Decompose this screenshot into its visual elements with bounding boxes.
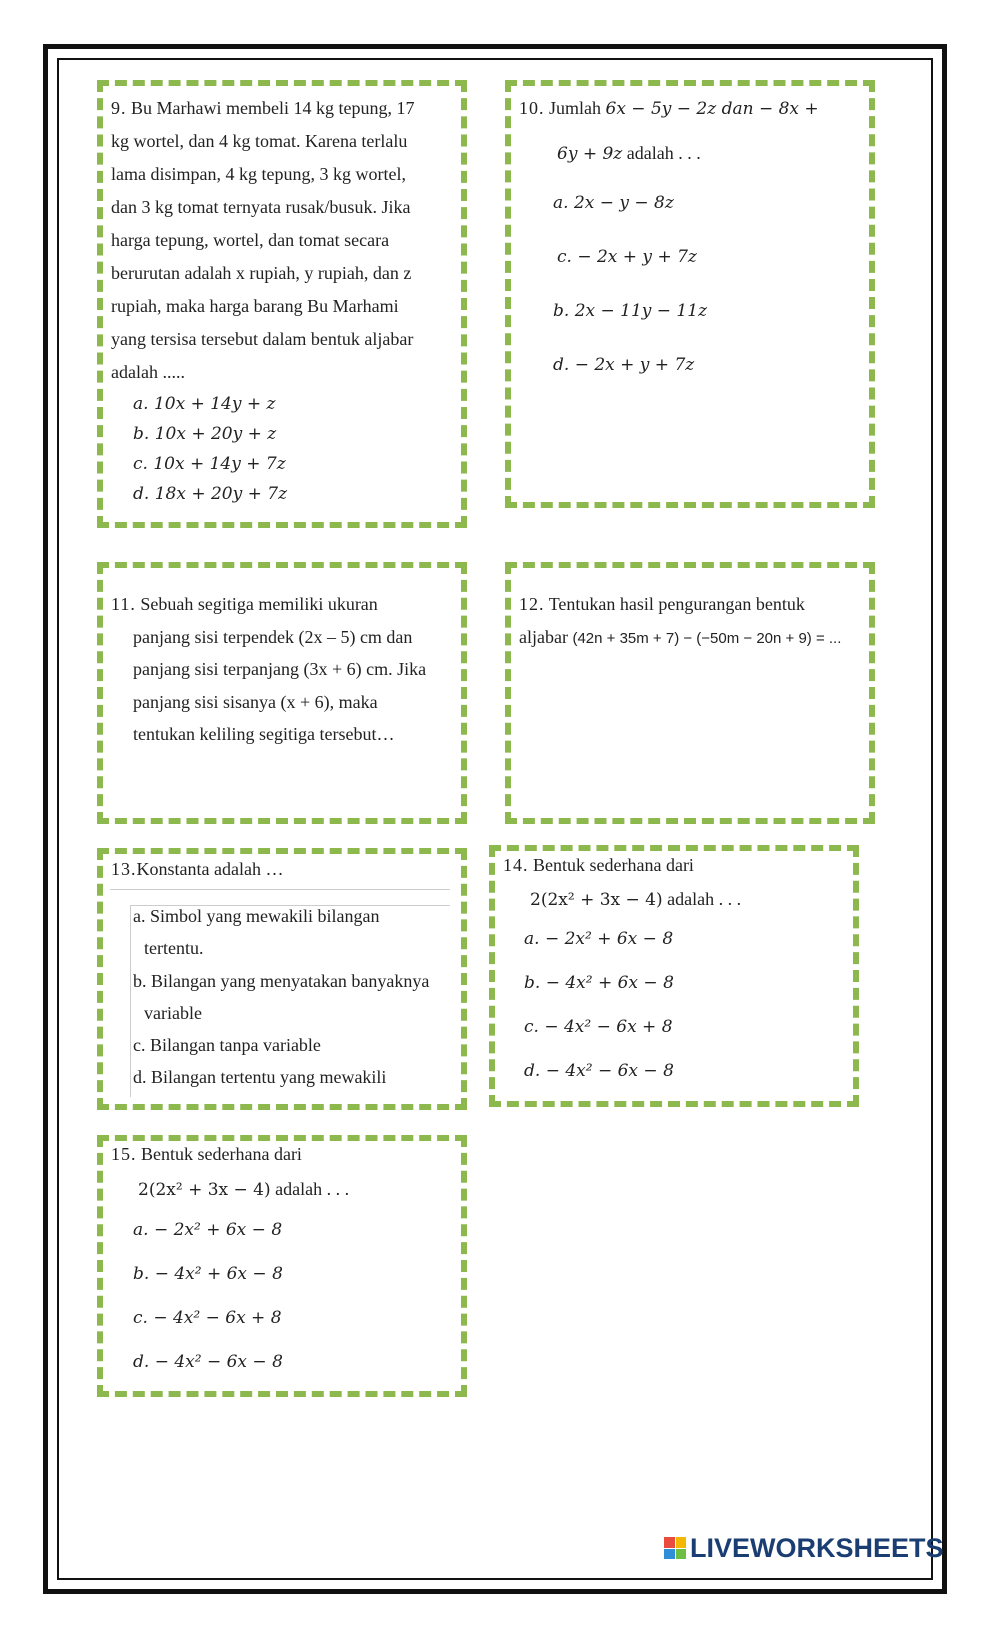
liveworksheets-logo-icon (664, 1537, 686, 1559)
question-14 (503, 848, 848, 1093)
question-15-text: adalah . . . (270, 1179, 350, 1199)
question-14-number: 14. (503, 855, 529, 875)
question-15 (111, 1137, 456, 1384)
question-9 (111, 92, 451, 509)
question-10-number: 10. (519, 98, 545, 118)
question-9-option-d[interactable]: d. 18x + 20y + 7z (133, 484, 288, 504)
question-13-option-a[interactable]: a. Simbol yang mewakili bilangan (133, 906, 380, 926)
question-11-line: Sebuah segitiga memiliki ukuran (140, 594, 378, 614)
question-12 (519, 588, 864, 655)
question-9-line: adalah ..... (111, 362, 185, 382)
question-9-option-b[interactable]: b. 10x + 20y + z (133, 424, 277, 444)
question-13-options (133, 900, 453, 1094)
question-13-title: Konstanta adalah … (136, 859, 284, 879)
question-12-line: aljabar (519, 626, 573, 647)
question-14-expression: 2(2x² + 3x − 4) (530, 890, 663, 910)
question-15-title: Bentuk sederhana dari (141, 1144, 302, 1164)
question-15-option-b[interactable]: b. − 4x² + 6x − 8 (133, 1264, 283, 1284)
question-11 (111, 588, 456, 751)
question-11-line: panjang sisi terpanjang (3x + 6) cm. Jika (133, 659, 427, 679)
question-10 (519, 86, 864, 392)
question-11-number: 11. (111, 594, 136, 614)
question-15-option-d[interactable]: d. − 4x² − 6x − 8 (133, 1352, 283, 1372)
question-13-title-row (111, 853, 451, 886)
question-10-expression-cont: 6y + 9z (557, 144, 623, 164)
question-11-line: tentukan keliling segitiga tersebut… (133, 724, 395, 744)
question-14-title: Bentuk sederhana dari (533, 855, 694, 875)
question-15-option-a[interactable]: a. − 2x² + 6x − 8 (133, 1220, 283, 1240)
divider (110, 889, 450, 890)
question-9-line: kg wortel, dan 4 kg tomat. Karena terlalu (111, 131, 408, 151)
liveworksheets-brand[interactable] (664, 1533, 944, 1563)
question-10-text: Jumlah (549, 98, 606, 118)
question-14-option-b[interactable]: b. − 4x² + 6x − 8 (524, 973, 674, 993)
question-14-option-d[interactable]: d. − 4x² − 6x − 8 (524, 1061, 674, 1081)
question-15-expression: 2(2x² + 3x − 4) (138, 1180, 271, 1200)
question-13-option-b[interactable]: b. Bilangan yang menyatakan banyaknya (133, 970, 430, 991)
question-12-expression: (42n + 35m + 7) − (−50m − 20n + 9) = ... (572, 629, 842, 647)
question-9-line: Bu Marhawi membeli 14 kg tepung, 17 (131, 98, 415, 118)
question-11-line: panjang sisi terpendek (2x – 5) cm dan (133, 626, 413, 647)
question-15-option-c[interactable]: c. − 4x² − 6x + 8 (133, 1308, 282, 1328)
question-9-line: dan 3 kg tomat ternyata rusak/busuk. Jika (111, 197, 411, 217)
question-9-line: harga tepung, wortel, dan tomat secara (111, 230, 390, 250)
question-15-number: 15. (111, 1144, 137, 1164)
question-10-option-b[interactable]: b. 2x − 11y − 11z (553, 301, 708, 321)
question-9-line: yang tersisa tersebut dalam bentuk aljabar (111, 329, 414, 349)
question-10-option-c[interactable]: c. − 2x + y + 7z (557, 247, 697, 267)
question-9-number: 9. (111, 98, 127, 118)
question-13-option-c[interactable]: c. Bilangan tanpa variable (133, 1035, 321, 1056)
question-12-number: 12. (519, 594, 545, 614)
question-14-option-c[interactable]: c. − 4x² − 6x + 8 (524, 1017, 673, 1037)
brand-text: LIVEWORKSHEETS (690, 1532, 944, 1563)
question-10-text-cont: adalah . . . (622, 143, 701, 163)
table-border (130, 905, 131, 1097)
question-13-option-a-cont: tertentu. (144, 938, 204, 959)
question-13-option-d[interactable]: d. Bilangan tertentu yang mewakili (133, 1067, 387, 1088)
question-9-option-c[interactable]: c. 10x + 14y + 7z (133, 454, 286, 474)
question-13-number: 13. (111, 859, 137, 879)
question-11-line: panjang sisi sisanya (x + 6), maka (133, 691, 378, 712)
question-9-line: lama disimpan, 4 kg tepung, 3 kg wortel, (111, 164, 406, 184)
question-14-text: adalah . . . (662, 889, 742, 909)
question-9-line: rupiah, maka harga barang Bu Marhami (111, 296, 399, 316)
question-10-option-d[interactable]: d. − 2x + y + 7z (553, 355, 695, 375)
question-10-option-a[interactable]: a. 2x − y − 8z (553, 193, 674, 213)
question-9-option-a[interactable]: a. 10x + 14y + z (133, 394, 276, 414)
question-14-option-a[interactable]: a. − 2x² + 6x − 8 (524, 929, 674, 949)
question-10-expression: 6x − 5y − 2z dan − 8x + (605, 99, 819, 119)
question-9-line: berurutan adalah x rupiah, y rupiah, dan z (111, 263, 412, 283)
question-12-line: Tentukan hasil pengurangan bentuk (548, 594, 805, 614)
question-13-option-b-cont: variable (144, 1002, 202, 1023)
